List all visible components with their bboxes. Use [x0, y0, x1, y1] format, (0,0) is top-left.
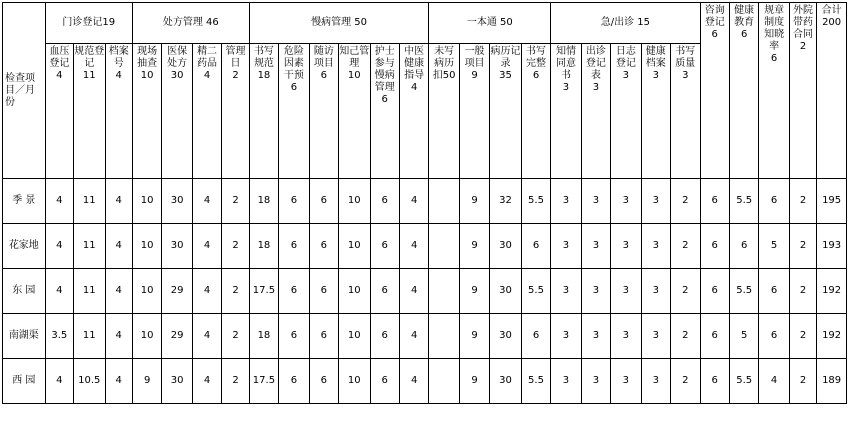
score-cell: 4 [105, 269, 132, 314]
score-cell: 6 [309, 179, 338, 224]
score-cell: 3 [611, 269, 641, 314]
group-header-row [3, 3, 847, 44]
inspection-score-table [2, 2, 847, 404]
score-cell: 3 [581, 269, 610, 314]
column-header: 知己管理 10 [339, 44, 370, 179]
score-cell: 5.5 [729, 179, 758, 224]
group-header: 门诊登记19 [45, 3, 132, 44]
score-cell: 10 [132, 224, 161, 269]
score-cell: 29 [162, 314, 192, 359]
score-cell: 10 [339, 314, 370, 359]
score-cell: 2 [222, 179, 249, 224]
column-header: 一般项目 9 [459, 44, 489, 179]
score-cell: 5.5 [521, 359, 550, 404]
score-cell: 4 [399, 179, 428, 224]
score-cell: 3 [611, 179, 641, 224]
score-cell: 5.5 [729, 269, 758, 314]
score-cell: 6 [700, 224, 729, 269]
score-cell: 9 [132, 359, 161, 404]
score-cell: 2 [222, 314, 249, 359]
score-cell: 6 [279, 224, 309, 269]
score-cell: 6 [370, 224, 399, 269]
score-cell: 11 [74, 314, 105, 359]
row-label: 季 景 [3, 179, 46, 224]
score-cell: 4 [105, 224, 132, 269]
score-cell: 9 [459, 314, 489, 359]
column-header: 精二药品 4 [192, 44, 221, 179]
table-row [3, 314, 847, 359]
score-cell: 4 [45, 179, 73, 224]
score-cell: 11 [74, 269, 105, 314]
score-cell: 6 [700, 314, 729, 359]
score-cell: 4 [759, 359, 789, 404]
score-cell: 6 [370, 359, 399, 404]
score-cell [429, 179, 459, 224]
group-header: 处方管理 46 [132, 3, 249, 44]
score-cell: 2 [789, 359, 816, 404]
row-label: 西 园 [3, 359, 46, 404]
score-cell: 6 [729, 224, 758, 269]
score-cell: 3 [641, 359, 670, 404]
score-cell: 18 [249, 224, 278, 269]
score-cell: 6 [309, 359, 338, 404]
score-cell: 6 [370, 269, 399, 314]
row-label: 花家地 [3, 224, 46, 269]
score-cell: 6 [759, 179, 789, 224]
score-cell: 5 [729, 314, 758, 359]
score-cell: 30 [162, 359, 192, 404]
score-cell: 10 [339, 179, 370, 224]
column-header: 随访项目 6 [309, 44, 338, 179]
score-cell: 10 [339, 224, 370, 269]
score-cell: 2 [222, 224, 249, 269]
row-total-cell: 192 [817, 269, 847, 314]
score-cell: 4 [192, 359, 221, 404]
score-cell: 6 [309, 269, 338, 314]
score-cell: 3 [581, 179, 610, 224]
score-cell: 3 [641, 224, 670, 269]
group-header: 急/出诊 15 [551, 3, 700, 44]
score-cell: 6 [700, 269, 729, 314]
score-cell: 2 [671, 179, 700, 224]
row-total-cell: 193 [817, 224, 847, 269]
score-cell: 30 [490, 359, 521, 404]
column-header: 出诊登记表 3 [581, 44, 610, 179]
score-cell: 2 [789, 179, 816, 224]
score-cell: 4 [192, 269, 221, 314]
table-row [3, 224, 847, 269]
column-header: 书写规范 18 [249, 44, 278, 179]
score-cell: 4 [192, 314, 221, 359]
column-header: 现场抽查 10 [132, 44, 161, 179]
score-cell: 2 [671, 224, 700, 269]
column-header: 规范登记 11 [74, 44, 105, 179]
score-cell: 4 [192, 224, 221, 269]
score-cell: 30 [490, 314, 521, 359]
score-cell: 3 [551, 179, 581, 224]
score-cell: 3 [611, 314, 641, 359]
score-cell: 4 [192, 179, 221, 224]
score-cell: 30 [162, 179, 192, 224]
row-label: 南湖渠 [3, 314, 46, 359]
corner-header: 检查项目／月份 [3, 3, 46, 179]
score-cell: 6 [521, 314, 550, 359]
score-cell: 29 [162, 269, 192, 314]
score-cell: 4 [45, 359, 73, 404]
score-cell: 3 [551, 269, 581, 314]
score-cell: 18 [249, 179, 278, 224]
score-cell: 6 [309, 314, 338, 359]
column-header: 血压登记 4 [45, 44, 73, 179]
score-cell [429, 224, 459, 269]
score-cell: 6 [279, 314, 309, 359]
score-cell: 10.5 [74, 359, 105, 404]
score-cell: 6 [759, 269, 789, 314]
score-cell: 2 [789, 269, 816, 314]
column-header: 日志登记 3 [611, 44, 641, 179]
row-label: 东 园 [3, 269, 46, 314]
score-cell: 6 [700, 359, 729, 404]
score-cell: 2 [671, 359, 700, 404]
score-cell: 2 [671, 314, 700, 359]
score-cell: 3 [581, 314, 610, 359]
score-cell: 9 [459, 359, 489, 404]
score-cell: 17.5 [249, 269, 278, 314]
score-cell: 3 [551, 224, 581, 269]
score-cell: 5.5 [521, 179, 550, 224]
score-cell: 2 [222, 269, 249, 314]
score-cell: 2 [222, 359, 249, 404]
score-cell: 32 [490, 179, 521, 224]
table-row [3, 179, 847, 224]
score-cell: 30 [490, 224, 521, 269]
column-header: 医保处方 30 [162, 44, 192, 179]
group-header: 一本通 50 [429, 3, 551, 44]
score-cell: 6 [521, 224, 550, 269]
column-header: 规章制度知晓率 6 [759, 3, 789, 179]
score-cell: 9 [459, 224, 489, 269]
score-cell: 5.5 [729, 359, 758, 404]
column-header: 管理日 2 [222, 44, 249, 179]
row-total-cell: 192 [817, 314, 847, 359]
score-cell: 3 [611, 224, 641, 269]
score-cell: 3.5 [45, 314, 73, 359]
column-header: 危险因素干预 6 [279, 44, 309, 179]
score-cell: 6 [700, 179, 729, 224]
column-header: 知情同意书 3 [551, 44, 581, 179]
score-cell: 10 [132, 314, 161, 359]
score-cell: 3 [551, 314, 581, 359]
score-cell: 6 [309, 224, 338, 269]
score-cell: 30 [162, 224, 192, 269]
score-cell: 6 [279, 269, 309, 314]
score-cell: 4 [105, 314, 132, 359]
score-cell: 2 [671, 269, 700, 314]
score-cell: 9 [459, 269, 489, 314]
column-header: 健康档案 3 [641, 44, 670, 179]
column-header: 健康教育 6 [729, 3, 758, 179]
column-header: 中医健康指导 4 [399, 44, 428, 179]
score-cell: 2 [789, 224, 816, 269]
column-header: 书写完整 6 [521, 44, 550, 179]
score-cell: 6 [279, 179, 309, 224]
score-cell: 3 [551, 359, 581, 404]
score-cell: 5.5 [521, 269, 550, 314]
score-cell: 6 [370, 314, 399, 359]
score-cell: 4 [45, 224, 73, 269]
score-cell: 6 [279, 359, 309, 404]
score-cell: 3 [611, 359, 641, 404]
column-header: 外院带药合同 2 [789, 3, 816, 179]
total-column-header: 合计 200 [817, 3, 847, 179]
score-cell: 2 [789, 314, 816, 359]
score-cell: 10 [132, 269, 161, 314]
score-cell: 5 [759, 224, 789, 269]
score-cell [429, 269, 459, 314]
score-cell: 11 [74, 179, 105, 224]
score-cell: 6 [759, 314, 789, 359]
table-row [3, 269, 847, 314]
score-cell: 4 [399, 314, 428, 359]
column-header: 未写病历扣50 [429, 44, 459, 179]
score-cell: 10 [339, 269, 370, 314]
score-cell: 9 [459, 179, 489, 224]
column-header: 档案号 4 [105, 44, 132, 179]
table-row [3, 359, 847, 404]
row-total-cell: 189 [817, 359, 847, 404]
column-header: 护士参与慢病管理 6 [370, 44, 399, 179]
column-header: 书写质量 3 [671, 44, 700, 179]
score-cell [429, 359, 459, 404]
column-header: 咨询登记 6 [700, 3, 729, 179]
group-header: 慢病管理 50 [249, 3, 429, 44]
column-header: 病历记录 35 [490, 44, 521, 179]
score-cell: 30 [490, 269, 521, 314]
score-cell [429, 314, 459, 359]
row-total-cell: 195 [817, 179, 847, 224]
score-cell: 4 [399, 224, 428, 269]
score-cell: 10 [339, 359, 370, 404]
score-cell: 3 [581, 224, 610, 269]
score-cell: 4 [105, 359, 132, 404]
score-cell: 3 [581, 359, 610, 404]
score-cell: 3 [641, 314, 670, 359]
score-cell: 4 [399, 359, 428, 404]
score-cell: 3 [641, 269, 670, 314]
score-cell: 10 [132, 179, 161, 224]
score-cell: 4 [105, 179, 132, 224]
score-cell: 18 [249, 314, 278, 359]
score-cell: 3 [641, 179, 670, 224]
score-cell: 6 [370, 179, 399, 224]
score-cell: 4 [399, 269, 428, 314]
score-cell: 11 [74, 224, 105, 269]
score-cell: 4 [45, 269, 73, 314]
score-cell: 17.5 [249, 359, 278, 404]
